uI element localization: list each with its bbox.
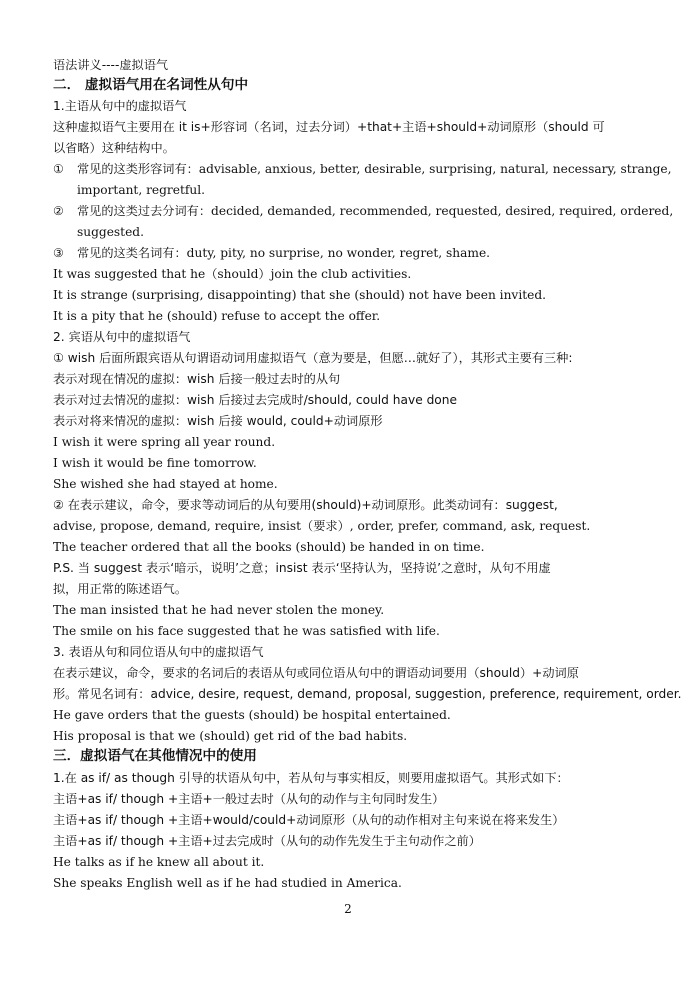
participle-list-text: 常见的这类过去分词有：decided, demanded, recommended, requested, desired, required, ordered, (77, 204, 674, 218)
suggest-verbs-list: advise, propose, demand, require, insist（要求）, order, prefer, command, ask, request. (53, 519, 591, 533)
page-number: 2 (344, 902, 352, 916)
participle-list-continued: suggested. (77, 225, 144, 239)
example-sentence: He gave orders that the guests (should) be hospital entertained. (53, 708, 451, 722)
adjective-list-text: 常见的这类形容词有：advisable, anxious, better, desirable, surprising, natural, necessary, strange, (77, 162, 672, 176)
section2-title: 二． 虚拟语气用在名词性从句中 (53, 77, 249, 93)
document-header: 语法讲义----虚拟语气 (53, 58, 169, 72)
predicative-clause-heading: 3. 表语从句和同位语从句中的虚拟语气 (53, 645, 264, 659)
item-number: ② (53, 204, 64, 218)
wish-present: 表示对现在情况的虚拟：wish 后接一般过去时的从句 (53, 372, 341, 386)
ps-note: P.S. 当 suggest 表示‘暗示，说明’之意；insist 表示‘坚持认为，坚持说’之意时，从句不用虚 (53, 561, 551, 575)
adjective-list-item (53, 160, 671, 178)
subject-clause-intro-1: 这种虚拟语气主要用在 it is+形容词（名词，过去分词）+that+主语+should+动词原形（should 可 (53, 120, 605, 134)
object-clause-heading: 2. 宾语从句中的虚拟语气 (53, 330, 191, 344)
example-sentence: It is a pity that he (should) refuse to accept the offer. (53, 309, 381, 323)
subject-clause-intro-2: 以省略）这种结构中。 (53, 141, 175, 155)
as-if-intro: 1.在 as if/ as though 引导的状语从句中，若从句与事实相反，则要用虚拟语气。其形式如下： (53, 771, 569, 785)
predicative-clause-intro-2: 形。常见名词有：advice, desire, request, demand, proposal, suggestion, preference, requirement, order. (53, 687, 682, 701)
suggest-verbs-intro: ② 在表示建议，命令，要求等动词后的从句要用(should)+动词原形。此类动词有：suggest, (53, 498, 558, 512)
example-sentence: It was suggested that he（should）join the club activities. (53, 267, 412, 281)
example-sentence: The teacher ordered that all the books (should) be handed in on time. (53, 540, 485, 554)
wish-future: 表示对将来情况的虚拟：wish 后接 would, could+动词原形 (53, 414, 383, 428)
noun-list-item (53, 244, 490, 262)
item-number: ① (53, 162, 64, 176)
example-sentence: He talks as if he knew all about it. (53, 855, 265, 869)
participle-list-item (53, 202, 673, 220)
as-if-form-2: 主语+as if/ though +主语+would/could+动词原形（从句的动作相对主句来说在将来发生） (53, 813, 565, 827)
ps-note-continued: 拟，用正常的陈述语气。 (53, 582, 188, 596)
example-sentence: The smile on his face suggested that he was satisfied with life. (53, 624, 440, 638)
as-if-form-3: 主语+as if/ though +主语+过去完成时（从句的动作先发生于主句动作之前） (53, 834, 481, 848)
example-sentence: The man insisted that he had never stolen the money. (53, 603, 385, 617)
as-if-form-1: 主语+as if/ though +主语+一般过去时（从句的动作与主句同时发生） (53, 792, 445, 806)
subject-clause-heading: 1.主语从句中的虚拟语气 (53, 99, 187, 113)
section3-title: 三．虚拟语气在其他情况中的使用 (53, 748, 257, 764)
adjective-list-continued: important, regretful. (77, 183, 205, 197)
example-sentence: She speaks English well as if he had studied in America. (53, 876, 402, 890)
example-sentence: I wish it were spring all year round. (53, 435, 276, 449)
example-sentence: She wished she had stayed at home. (53, 477, 278, 491)
example-sentence: I wish it would be fine tomorrow. (53, 456, 257, 470)
example-sentence: It is strange (surprising, disappointing) that she (should) not have been invited. (53, 288, 546, 302)
wish-past: 表示对过去情况的虚拟：wish 后接过去完成时/should, could have done (53, 393, 457, 407)
item-number: ③ (53, 246, 64, 260)
example-sentence: His proposal is that we (should) get rid of the bad habits. (53, 729, 408, 743)
wish-intro: ① wish 后面所跟宾语从句谓语动词用虚拟语气（意为要是，但愿…就好了），其形式主要有三种: (53, 351, 573, 365)
predicative-clause-intro-1: 在表示建议，命令，要求的名词后的表语从句或同位语从句中的谓语动词要用（should）+动词原 (53, 666, 579, 680)
noun-list-text: 常见的这类名词有：duty, pity, no surprise, no wonder, regret, shame. (77, 246, 491, 260)
